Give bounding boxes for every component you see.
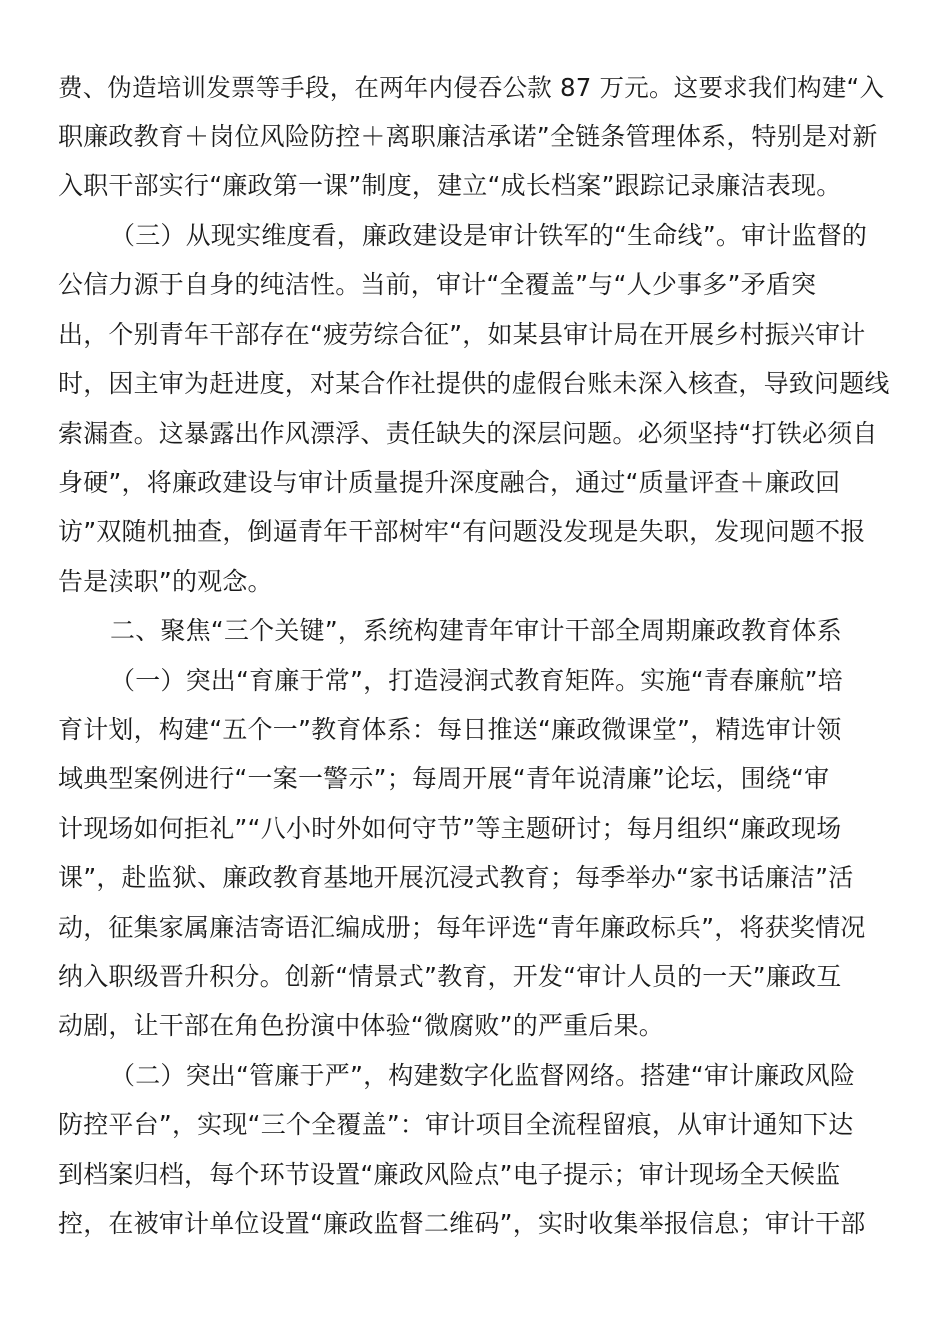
section-paragraph-start: （三）从现实维度看，廉政建设是审计铁军的“生命线”。审计监督的 — [110, 221, 868, 250]
text-line: 动，征集家属廉洁寄语汇编成册；每年评选“青年廉政标兵”，将获奖情况 — [58, 913, 866, 942]
section-paragraph-start: （一）突出“育廉于常”，打造浸润式教育矩阵。实施“青春廉航”培 — [110, 666, 844, 695]
text-line: 纳入职级晋升积分。创新“情景式”教育，开发“审计人员的一天”廉政互 — [58, 962, 842, 991]
text-line: 课”，赴监狱、廉政教育基地开展沉浸式教育；每季举办“家书话廉洁”活 — [58, 863, 854, 892]
section-paragraph-start: （二）突出“管廉于严”，构建数字化监督网络。搭建“审计廉政风险 — [110, 1061, 856, 1090]
text-line: 访”双随机抽查，倒逼青年干部树牢“有问题没发现是失职，发现问题不报 — [58, 517, 866, 546]
text-line: 育计划，构建“五个一”教育体系：每日推送“廉政微课堂”，精选审计领 — [58, 715, 842, 744]
text-line: 动剧，让干部在角色扮演中体验“微腐败”的严重后果。 — [58, 1011, 664, 1040]
text-line: 索漏查。这暴露出作风漂浮、责任缺失的深层问题。必须坚持“打铁必须自 — [58, 419, 878, 448]
text-line: 时，因主审为赶进度，对某合作社提供的虚假台账未深入核查，导致问题线 — [58, 369, 890, 398]
text-line: 到档案归档，每个环节设置“廉政风险点”电子提示；审计现场全天候监 — [58, 1160, 841, 1189]
text-line: 公信力源于自身的纯洁性。当前，审计“全覆盖”与“人少事多”矛盾突 — [58, 270, 817, 299]
section-heading: 二、聚焦“三个关键”，系统构建青年审计干部全周期廉政教育体系 — [110, 616, 842, 645]
text-line: 域典型案例进行“一案一警示”；每周开展“青年说清廉”论坛，围绕“审 — [58, 764, 830, 793]
text-line: 职廉政教育＋岗位风险防控＋离职廉洁承诺”全链条管理体系，特别是对新 — [58, 122, 878, 151]
text-line: 身硬”，将廉政建设与审计质量提升深度融合，通过“质量评查＋廉政回 — [58, 468, 841, 497]
text-line: 入职干部实行“廉政第一课”制度，建立“成长档案”跟踪记录廉洁表现。 — [58, 171, 842, 200]
text-line: 告是渎职”的观念。 — [58, 567, 273, 596]
text-line: 出，个别青年干部存在“疲劳综合征”，如某县审计局在开展乡村振兴审计 — [58, 320, 866, 349]
text-line: 计现场如何拒礼”“八小时外如何守节”等主题研讨；每月组织“廉政现场 — [58, 814, 842, 843]
text-line: 费、伪造培训发票等手段，在两年内侵吞公款 87 万元。这要求我们构建“入 — [58, 73, 885, 102]
text-line: 防控平台”，实现“三个全覆盖”：审计项目全流程留痕，从审计通知下达 — [58, 1110, 854, 1139]
text-line: 控，在被审计单位设置“廉政监督二维码”，实时收集举报信息；审计干部 — [58, 1209, 866, 1238]
